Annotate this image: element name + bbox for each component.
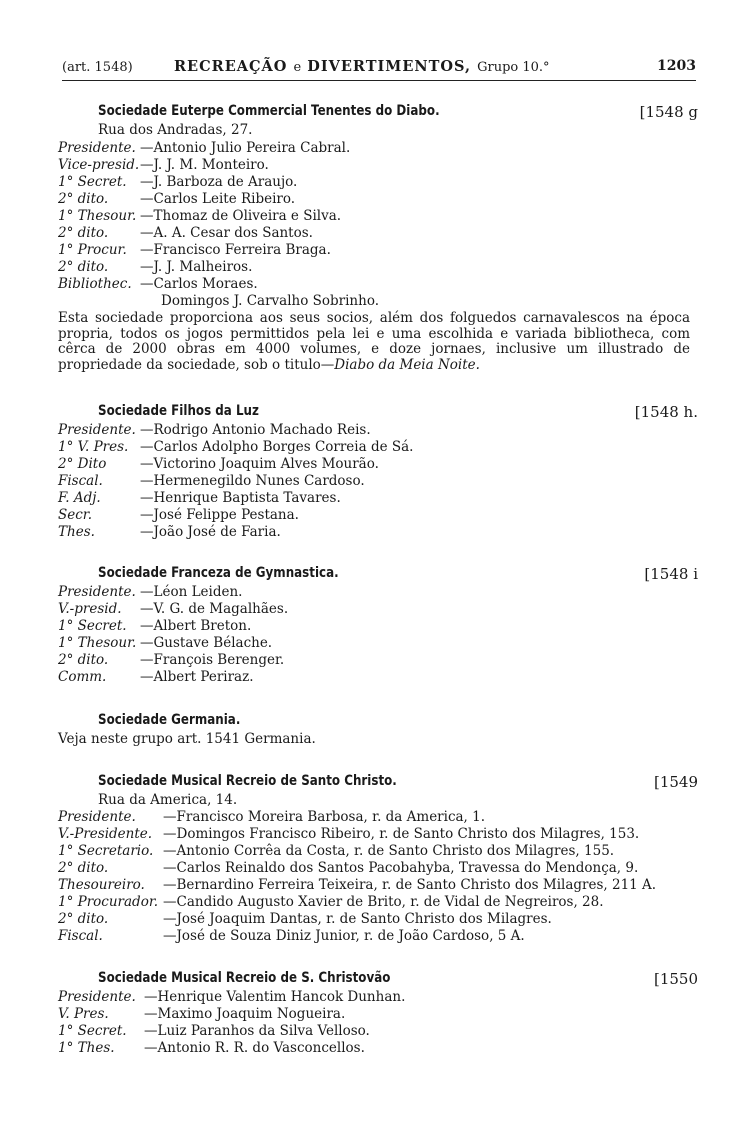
- page-header: [62, 58, 696, 81]
- officer-name: —Bernardino Ferreira Teixeira, r. de Santo Christo dos Milagres, 211 A.: [163, 877, 657, 893]
- officer-role: 2° dito.: [58, 225, 109, 241]
- officer-name: —Rodrigo Antonio Machado Reis.: [140, 422, 371, 438]
- officer-name: —Hermenegildo Nunes Cardoso.: [140, 473, 365, 489]
- entry-title: Sociedade Germania.: [98, 712, 241, 728]
- officer-role: Thes.: [58, 524, 95, 540]
- officer-name: —Francisco Ferreira Braga.: [140, 242, 331, 258]
- officer-name: —Albert Breton.: [140, 618, 252, 634]
- officer-role: Comm.: [58, 669, 107, 685]
- officer-role: F. Adj.: [58, 490, 101, 506]
- officer-name: —Léon Leiden.: [140, 584, 243, 600]
- entry-note: Veja neste grupo art. 1541 Germania.: [58, 731, 316, 747]
- officer-role: Thesoureiro.: [58, 877, 145, 893]
- officer-role: V.-Presidente.: [58, 826, 153, 842]
- entry-address: Rua da America, 14.: [98, 792, 238, 808]
- officer-name: —José Felippe Pestana.: [140, 507, 299, 523]
- entry-description: [58, 311, 690, 373]
- officer-name: —Carlos Reinaldo dos Santos Pacobahyba, Travessa do Mendonça, 9.: [163, 860, 639, 876]
- officer-name: —V. G. de Magalhães.: [140, 601, 289, 617]
- text-span: Esta sociedade proporciona aos seus socios, além dos folguedos carnavalescos na época propria, todos os jogos permittidos pela lei e uma escolhida e variada bibliotheca, com cêrca de 2000 obras em 4000 volumes, e doze jornaes, inclusive um illustrado de propriedade da sociedade, sob o titulo—: [58, 310, 690, 373]
- officer-role: 1° Procur.: [58, 242, 127, 258]
- officer-name: —Carlos Leite Ribeiro.: [140, 191, 296, 207]
- entry-title: Sociedade Filhos da Luz: [98, 403, 259, 419]
- entry-ref: [1549: [653, 773, 698, 791]
- officer-role: 2° dito.: [58, 259, 109, 275]
- text-span: Diabo da Meia Noite.: [334, 356, 480, 373]
- officer-name: —Carlos Moraes.: [140, 276, 258, 292]
- officer-name: —Antonio R. R. do Vasconcellos.: [144, 1040, 365, 1056]
- page-number: 1203: [657, 58, 696, 74]
- officer-role: Fiscal.: [58, 473, 103, 489]
- officer-role: Presidente.: [58, 422, 136, 438]
- officer-name: —Antonio Corrêa da Costa, r. de Santo Christo dos Milagres, 155.: [163, 843, 615, 859]
- officer-role: 1° Thes.: [58, 1040, 115, 1056]
- officer-name: —Henrique Valentim Hancok Dunhan.: [144, 989, 406, 1005]
- header-article-ref: (art. 1548): [62, 60, 133, 75]
- officer-name: —Domingos Francisco Ribeiro, r. de Santo Christo dos Milagres, 153.: [163, 826, 640, 842]
- officer-role: Presidente.: [58, 584, 136, 600]
- officer-role: 1° Procurador.: [58, 894, 159, 910]
- officer-role: Presidente.: [58, 809, 136, 825]
- officer-role: 1° Secretario.: [58, 843, 154, 859]
- header-title: [174, 58, 550, 75]
- text-span: RECREAÇÃO: [174, 58, 288, 75]
- entry-ref: [1548 g: [639, 103, 698, 121]
- entry-title: Sociedade Franceza de Gymnastica.: [98, 565, 339, 581]
- officer-name: Domingos J. Carvalho Sobrinho.: [161, 293, 379, 309]
- officer-role: 2° dito.: [58, 191, 109, 207]
- officer-role: 2° dito.: [58, 860, 109, 876]
- officer-name: —José de Souza Diniz Junior, r. de João Cardoso, 5 A.: [163, 928, 525, 944]
- officer-name: —J. J. M. Monteiro.: [140, 157, 269, 173]
- officer-name: —Antonio Julio Pereira Cabral.: [140, 140, 351, 156]
- officer-role: 1° Secret.: [58, 174, 127, 190]
- officer-role: 2° dito.: [58, 652, 109, 668]
- officer-role: 2° dito.: [58, 911, 109, 927]
- officer-name: —Thomaz de Oliveira e Silva.: [140, 208, 342, 224]
- officer-name: —Carlos Adolpho Borges Correia de Sá.: [140, 439, 414, 455]
- entry-title: Sociedade Musical Recreio de S. Christovão: [98, 970, 391, 986]
- officer-name: —Albert Periraz.: [140, 669, 254, 685]
- text-span: e: [293, 60, 302, 75]
- officer-role: 1° V. Pres.: [58, 439, 129, 455]
- officer-role: Fiscal.: [58, 928, 103, 944]
- officer-role: V. Pres.: [58, 1006, 109, 1022]
- officer-name: —J. J. Malheiros.: [140, 259, 253, 275]
- entry-ref: [1550: [653, 970, 698, 988]
- officer-name: —Maximo Joaquim Nogueira.: [144, 1006, 346, 1022]
- officer-name: —A. A. Cesar dos Santos.: [140, 225, 313, 241]
- entry-title: Sociedade Musical Recreio de Santo Christo.: [98, 773, 397, 789]
- officer-name: —Francisco Moreira Barbosa, r. da America, 1.: [163, 809, 486, 825]
- officer-role: Secr.: [58, 507, 93, 523]
- officer-name: —João José de Faria.: [140, 524, 281, 540]
- header-group: Grupo 10.°: [477, 60, 550, 75]
- officer-role: Presidente.: [58, 989, 136, 1005]
- officer-name: —Victorino Joaquim Alves Mourão.: [140, 456, 379, 472]
- officer-role: Bibliothec.: [58, 276, 132, 292]
- officer-name: —J. Barboza de Araujo.: [140, 174, 298, 190]
- officer-name: —Luiz Paranhos da Silva Velloso.: [144, 1023, 370, 1039]
- officer-role: 1° Secret.: [58, 618, 127, 634]
- officer-role: V.-presid.: [58, 601, 122, 617]
- officer-name: —Candido Augusto Xavier de Brito, r. de Vidal de Negreiros, 28.: [163, 894, 604, 910]
- officer-role: 2° Dito: [58, 456, 107, 472]
- officer-role: 1° Thesour.: [58, 635, 137, 651]
- officer-name: —Gustave Bélache.: [140, 635, 273, 651]
- entry-ref: [1548 h.: [634, 403, 698, 421]
- officer-role: Vice-presid.: [58, 157, 140, 173]
- entry-address: Rua dos Andradas, 27.: [98, 122, 253, 138]
- officer-role: 1° Secret.: [58, 1023, 127, 1039]
- officer-role: 1° Thesour.: [58, 208, 137, 224]
- officer-role: Presidente.: [58, 140, 136, 156]
- officer-name: —José Joaquim Dantas, r. de Santo Christo dos Milagres.: [163, 911, 552, 927]
- officer-name: —Henrique Baptista Tavares.: [140, 490, 341, 506]
- entry-title: Sociedade Euterpe Commercial Tenentes do Diabo.: [98, 103, 440, 119]
- text-span: DIVERTIMENTOS,: [307, 58, 472, 75]
- entry-ref: [1548 i: [644, 565, 698, 583]
- officer-name: —François Berenger.: [140, 652, 285, 668]
